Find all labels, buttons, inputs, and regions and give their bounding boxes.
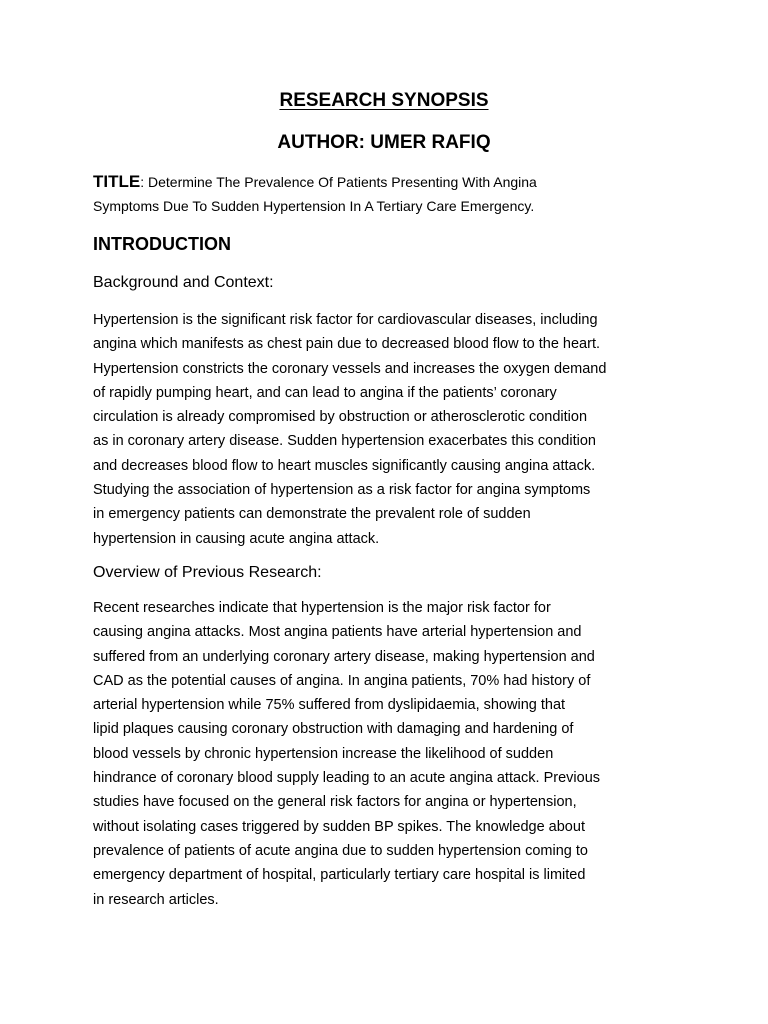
paragraph-line: and decreases blood flow to heart muscles significantly causing angina attack.: [93, 457, 596, 474]
paragraph-line: studies have focused on the general risk factors for angina or hypertension,: [93, 794, 577, 811]
paragraph-line: suffered from an underlying coronary artery disease, making hypertension and: [93, 648, 595, 665]
paragraph-line: prevalence of patients of acute angina due to sudden hypertension coming to: [93, 842, 588, 859]
title-label: TITLE: [93, 172, 141, 191]
synopsis-title-line-1: [93, 170, 693, 194]
paragraph-line: emergency department of hospital, particularly tertiary care hospital is limited: [93, 867, 586, 884]
paragraph-line: causing angina attacks. Most angina patients have arterial hypertension and: [93, 624, 582, 641]
background-heading: Background and Context:: [93, 274, 274, 291]
paragraph-line: in research articles.: [93, 891, 219, 908]
paragraph-line: Hypertension is the significant risk factor for cardiovascular diseases, including: [93, 312, 598, 328]
paragraph-line: CAD as the potential causes of angina. In angina patients, 70% had history of: [93, 672, 591, 689]
paragraph-line: hypertension in causing acute angina attack.: [93, 530, 380, 547]
paragraph-line: blood vessels by chronic hypertension increase the likelihood of sudden: [93, 745, 554, 762]
paragraph-line: hindrance of coronary blood supply leading to an acute angina attack. Previous: [93, 770, 601, 787]
synopsis-title-line-2: Symptoms Due To Sudden Hypertension In A Tertiary Care Emergency.: [93, 198, 535, 214]
paragraph-line: as in coronary artery disease. Sudden hypertension exacerbates this condition: [93, 433, 596, 450]
synopsis-title-block: [93, 170, 693, 218]
paragraph-line: lipid plaques causing coronary obstruction with damaging and hardening of: [93, 721, 574, 738]
background-paragraph: [93, 308, 693, 551]
paragraph-line: without isolating cases triggered by sudden BP spikes. The knowledge about: [93, 818, 585, 835]
title-text-1: : Determine The Prevalence Of Patients Presenting With Angina: [140, 174, 537, 190]
paragraph-line: Hypertension constricts the coronary vessels and increases the oxygen demand: [93, 360, 607, 377]
paragraph-line: angina which manifests as chest pain due to decreased blood flow to the heart.: [93, 336, 601, 353]
author-line: AUTHOR: UMER RAFIQ: [277, 132, 491, 153]
previous-research-paragraph: [93, 596, 693, 912]
previous-research-heading: Overview of Previous Research:: [93, 564, 322, 581]
paragraph-line: in emergency patients can demonstrate the prevalent role of sudden: [93, 506, 531, 523]
paragraph-line: circulation is already compromised by obstruction or atherosclerotic condition: [93, 409, 588, 426]
document-title: RESEARCH SYNOPSIS: [279, 90, 489, 111]
paragraph-line: of rapidly pumping heart, and can lead to angina if the patients’ coronary: [93, 384, 557, 401]
paragraph-line: arterial hypertension while 75% suffered from dyslipidaemia, showing that: [93, 697, 566, 714]
introduction-heading: INTRODUCTION: [93, 234, 231, 254]
paragraph-line: Studying the association of hypertension as a risk factor for angina symptoms: [93, 482, 591, 499]
paragraph-line: Recent researches indicate that hypertension is the major risk factor for: [93, 600, 551, 616]
